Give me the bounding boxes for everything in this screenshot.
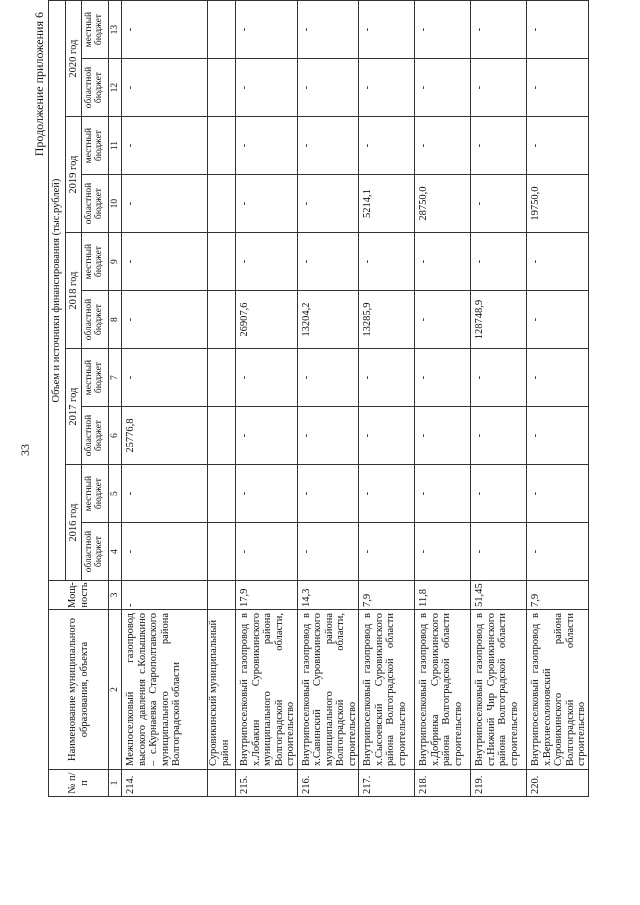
row-number: 220. — [527, 770, 589, 797]
funding-value: - — [236, 117, 298, 175]
funding-value: - — [527, 407, 589, 465]
column-number: 1 — [109, 770, 122, 797]
header-regional-budget: областной бюджет — [82, 407, 109, 465]
funding-value: - — [471, 349, 527, 407]
continuation-title: Продолжение приложения 6 — [32, 12, 46, 157]
funding-value: - — [297, 523, 359, 581]
object-name: Внутрипоселковый газопровод в х.Верхнесолоновский Суровикинского района Волгоградской области строительство — [527, 610, 589, 770]
empty-cell — [208, 349, 236, 407]
row-number: 218. — [415, 770, 471, 797]
funding-value: - — [297, 175, 359, 233]
header-local-budget: местный бюджет — [82, 1, 109, 59]
header-regional-budget: областной бюджет — [82, 175, 109, 233]
capacity-value: 17,9 — [236, 581, 298, 610]
object-name: Внутрипоселковый газопровод в ст.Нижний Чир Суровикинского района Волгоградской области строительство — [471, 610, 527, 770]
empty-cell — [208, 233, 236, 291]
header-capacity: Мощ-ность — [49, 581, 109, 610]
object-name: Межпоселковый газопровод высокого давления с.Колышкино – с.Курнаевка Старополтавского муниципального района Волгоградской области — [122, 610, 208, 770]
column-number: 12 — [109, 59, 122, 117]
funding-value: - — [122, 59, 208, 117]
funding-value: - — [122, 175, 208, 233]
funding-value: 13285,9 — [359, 291, 415, 349]
capacity-value: 11,8 — [415, 581, 471, 610]
column-number: 3 — [109, 581, 122, 610]
funding-value: - — [122, 117, 208, 175]
funding-value: - — [236, 523, 298, 581]
funding-value: - — [415, 117, 471, 175]
funding-value: - — [122, 233, 208, 291]
object-name: Внутрипоселковый газопровод в х.Савинский Суровикинского муниципального района Волгоградской области, строительство — [297, 610, 359, 770]
funding-value: - — [122, 291, 208, 349]
header-local-budget: местный бюджет — [82, 465, 109, 523]
header-local-budget: местный бюджет — [82, 233, 109, 291]
column-number: 10 — [109, 175, 122, 233]
header-local-budget: местный бюджет — [82, 117, 109, 175]
row-number: 219. — [471, 770, 527, 797]
table-row — [471, 1, 527, 797]
funding-value: - — [236, 1, 298, 59]
funding-value: - — [415, 291, 471, 349]
table-body — [122, 1, 589, 797]
funding-value: - — [415, 523, 471, 581]
capacity-value: 7,9 — [527, 581, 589, 610]
group-row — [208, 1, 236, 797]
row-number: 215. — [236, 770, 298, 797]
column-number: 5 — [109, 465, 122, 523]
funding-value: 5214,1 — [359, 175, 415, 233]
funding-value: - — [527, 59, 589, 117]
header-year-2018: 2018 год — [66, 233, 82, 349]
empty-cell — [208, 291, 236, 349]
object-name: Внутрипоселковый газопровод в х.Сысоевский Суровикинского района Волгоградской области строительство — [359, 610, 415, 770]
empty-cell — [208, 59, 236, 117]
funding-value: - — [415, 1, 471, 59]
funding-value: - — [297, 59, 359, 117]
object-name: Внутрипоселковый газопровод в х.Лобакин Суровикинского муниципального района Волгоградской области, строительство — [236, 610, 298, 770]
funding-value: 28750,0 — [415, 175, 471, 233]
funding-value: - — [359, 59, 415, 117]
funding-value: - — [297, 1, 359, 59]
capacity-value: 51,45 — [471, 581, 527, 610]
object-name: Внутрипоселковый газопровод в х.Добринка Суровикинского района Волгоградской области строительство — [415, 610, 471, 770]
header-no: № п/п — [49, 770, 109, 797]
funding-value: - — [471, 59, 527, 117]
funding-value: - — [415, 59, 471, 117]
funding-value: 25776,8 — [122, 407, 208, 465]
table-row — [527, 1, 589, 797]
header-local-budget: местный бюджет — [82, 349, 109, 407]
header-funding: Объем и источники финансирования (тыс.рублей) — [49, 1, 66, 581]
header-regional-budget: областной бюджет — [82, 523, 109, 581]
table-row — [236, 1, 298, 797]
funding-value: - — [297, 407, 359, 465]
table-row — [359, 1, 415, 797]
funding-value: - — [471, 407, 527, 465]
table-header — [49, 1, 122, 797]
row-number: 214. — [122, 770, 208, 797]
funding-value: 19750,0 — [527, 175, 589, 233]
empty-cell — [208, 770, 236, 797]
table-row — [122, 1, 208, 797]
funding-value: - — [236, 59, 298, 117]
empty-cell — [208, 407, 236, 465]
funding-value: - — [471, 523, 527, 581]
funding-value: - — [415, 349, 471, 407]
district-group-label: Суровикинский муниципальный район — [208, 610, 236, 770]
funding-value: - — [527, 349, 589, 407]
funding-value: - — [471, 117, 527, 175]
funding-value: - — [527, 291, 589, 349]
header-name: Наименование муниципального образования, объекта — [49, 610, 109, 770]
funding-value: 13204,2 — [297, 291, 359, 349]
funding-value: - — [527, 523, 589, 581]
funding-value: - — [471, 175, 527, 233]
funding-value: - — [297, 233, 359, 291]
column-number: 7 — [109, 349, 122, 407]
column-number: 8 — [109, 291, 122, 349]
header-year-2017: 2017 год — [66, 349, 82, 465]
table-row — [297, 1, 359, 797]
header-year-2016: 2016 год — [66, 465, 82, 581]
empty-cell — [208, 1, 236, 59]
empty-cell — [208, 175, 236, 233]
funding-value: - — [527, 465, 589, 523]
funding-value: - — [471, 1, 527, 59]
column-number: 9 — [109, 233, 122, 291]
capacity-value: - — [122, 581, 208, 610]
funding-value: - — [236, 233, 298, 291]
funding-value: - — [122, 523, 208, 581]
header-year-2020: 2020 год — [66, 1, 82, 117]
funding-value: - — [471, 233, 527, 291]
column-numbers-row — [109, 1, 122, 797]
page-number: 33 — [18, 444, 32, 456]
funding-value: - — [236, 407, 298, 465]
funding-value: - — [527, 117, 589, 175]
funding-value: - — [297, 465, 359, 523]
funding-value: - — [359, 233, 415, 291]
funding-value: - — [415, 233, 471, 291]
funding-value: - — [527, 233, 589, 291]
column-number: 13 — [109, 1, 122, 59]
capacity-value: 7,9 — [359, 581, 415, 610]
funding-value: 128748,9 — [471, 291, 527, 349]
capacity-value: 14,3 — [297, 581, 359, 610]
funding-value: - — [471, 465, 527, 523]
column-number: 11 — [109, 117, 122, 175]
row-number: 216. — [297, 770, 359, 797]
header-regional-budget: областной бюджет — [82, 59, 109, 117]
column-number: 4 — [109, 523, 122, 581]
funding-value: - — [359, 523, 415, 581]
funding-value: - — [359, 1, 415, 59]
funding-value: - — [122, 465, 208, 523]
table-row — [415, 1, 471, 797]
funding-value: - — [122, 349, 208, 407]
funding-value: - — [359, 349, 415, 407]
funding-value: - — [415, 465, 471, 523]
funding-value: - — [122, 1, 208, 59]
funding-value: - — [236, 465, 298, 523]
funding-value: - — [527, 1, 589, 59]
funding-value: - — [359, 465, 415, 523]
funding-value: - — [359, 117, 415, 175]
row-number: 217. — [359, 770, 415, 797]
funding-value: - — [236, 175, 298, 233]
funding-value: - — [297, 117, 359, 175]
empty-cell — [208, 465, 236, 523]
funding-value: - — [415, 407, 471, 465]
funding-value: - — [236, 349, 298, 407]
header-year-2019: 2019 год — [66, 117, 82, 233]
column-number: 6 — [109, 407, 122, 465]
funding-table — [48, 0, 589, 797]
funding-value: - — [359, 407, 415, 465]
funding-value: - — [297, 349, 359, 407]
funding-value: 26907,6 — [236, 291, 298, 349]
empty-cell — [208, 117, 236, 175]
empty-cell — [208, 523, 236, 581]
column-number: 2 — [109, 610, 122, 770]
empty-cell — [208, 581, 236, 610]
header-regional-budget: областной бюджет — [82, 291, 109, 349]
